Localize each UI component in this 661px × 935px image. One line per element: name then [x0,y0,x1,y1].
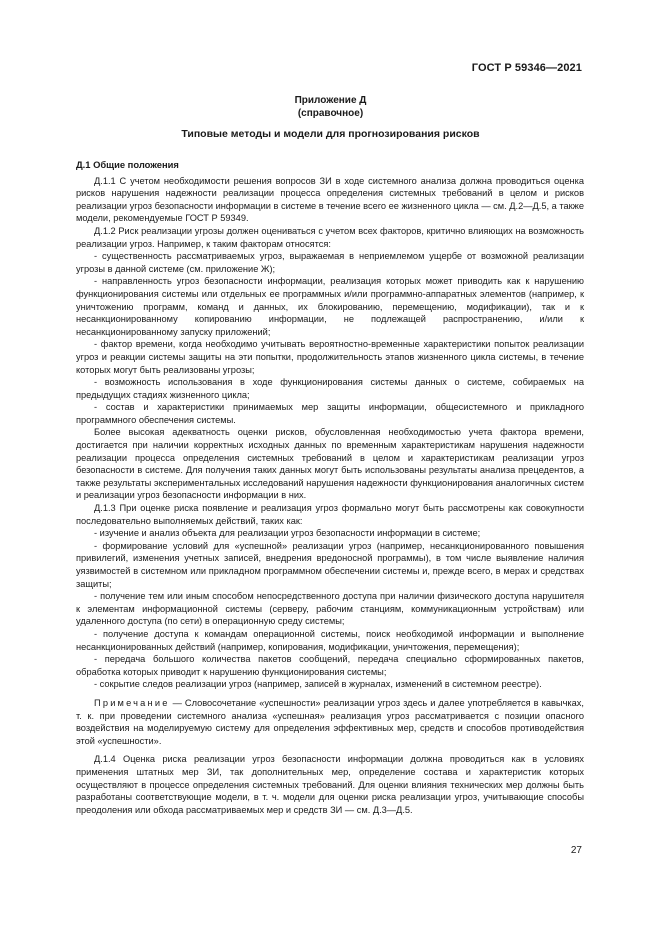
list-item: - получение тем или иным способом непосредственного доступа при наличии физического доступа нарушителя к элементам информационной системы (серверу, рабочим станциям, коммуникационным устройствам) или удаленного доступа (по сети) в операционную среду системы; [76,591,584,627]
annex-status: (справочное) [297,108,364,119]
paragraph: Более высокая адекватность оценки рисков, обусловленная необходимостью учета фактора времени, достигается при наличии корректных исходных данных по временным характеристикам нарушения надежности реализации процесса определения системных требований в целом и характеристикам реализации угроз безопасности в системе. Для получения таких данных могут быть использованы результаты анализа прецедентов, а также результаты экспериментальных исследований нарушения надежности функционирования аналогичных систем и реализации угроз безопасности информации в них. [76,427,584,501]
body-text [76,159,584,816]
subsection-heading: Д.1 Общие положения [76,159,179,170]
list-item: - состав и характеристики принимаемых мер защиты информации, общесистемного и прикладного программного обеспечения системы. [76,402,584,425]
note-label: Примечание [94,697,170,708]
annex-heading [0,94,661,120]
section-title: Типовые методы и модели для прогнозирования рисков [181,128,480,140]
list-item: - изучение и анализ объекта для реализации угроз безопасности информации в системе; [94,528,481,539]
list-item: - существенность рассматриваемых угроз, выражаемая в неприемлемом ущербе от возможной реализации угрозы в данной системе (см. приложение Ж); [76,251,584,274]
list-item: - формирование условий для «успешной» реализации угроз (например, несанкционированного повышения привилегий, изменения учетных записей, внедрения вредоносной программы), в том числе выявление наличия уязвимостей в системном или прикладном программном обеспечении системы и, прежде всего, в мерах и средствах защиты; [76,540,584,589]
list-item: - сокрытие следов реализации угроз (например, записей в журналах, изменений в системном реестре). [94,679,542,690]
paragraph: Д.1.3 При оценке риска появление и реализация угроз формально могут быть рассмотрены как совокупности последовательно выполняемых действий, таких как: [76,503,584,526]
page-number: 27 [570,845,582,856]
list-item: - направленность угроз безопасности информации, реализация которых может приводить как к нарушению функционирования системы или отдельных ее программных и/или программно-аппаратных элементов (например, к уничтожению программ, команд и данных, их блокированию, перемещению, модификации), так и к несанкционированному копированию информации, не подлежащей распространению, и/или к несанкционированному запуску приложений; [76,276,584,337]
list-item: - возможность использования в ходе функционирования системы данных о системе, собираемых на предыдущих стадиях жизненного цикла; [76,377,584,400]
standard-number: ГОСТ Р 59346—2021 [471,62,582,74]
note-text: — Словосочетание «успешности» реализации угроз здесь и далее употребляется в кавычках, т. к. при проведении системного анализа «успешная» реализация угроз рассматривается с позиции опасного воздействия на моделируемую систему для определения эффективных мер, средств и способов противодействия этой «успешности». [76,697,584,746]
paragraph: Д.1.2 Риск реализации угрозы должен оцениваться с учетом всех факторов, критично влияющих на возможность реализации угроз. Например, к таким факторам относятся: [76,225,584,249]
list-item: - фактор времени, когда необходимо учитывать вероятностно-временные характеристики попыток реализации угроз и реакции системы защиты на эти попытки, продолжительность этапов жизненного цикла системы, в течение которых могут быть реализованы угрозы; [76,339,584,375]
annex-title: Приложение Д [294,95,367,106]
paragraph: Д.1.4 Оценка риска реализации угроз безопасности информации должна проводиться как в условиях применения штатных мер ЗИ, так дополнительных мер, определение состава и характеристик которых осуществляют в процессе определения системных требований. Для оценки влияния технических мер должны быть разработаны соответствующие модели, в т. ч. модели для оценки риска реализации угроз, учитывающие способы преодоления или обхода рассматриваемых мер и средств ЗИ — см. Д.3—Д.5. [76,754,584,815]
list-item: - передача большого количества пакетов сообщений, передача специально сформированных пакетов, обработка которых приводит к нарушению функционирования системы; [76,654,584,677]
note [76,697,584,747]
paragraph: Д.1.1 С учетом необходимости решения вопросов ЗИ в ходе системного анализа должна проводиться оценка рисков нарушения надежности реализации процесса определения системных требований в целом и рисков реализации угроз безопасности информации в системе в течение всего ее жизненного цикла — см. Д.2—Д.5, а также модели, рекомендуемые ГОСТ Р 59349. [76,175,584,224]
list-item: - получение доступа к командам операционной системы, поиск необходимой информации и выполнение несанкционированных действий (например, копирования, модификации, уничтожения, перемещения); [76,628,584,652]
